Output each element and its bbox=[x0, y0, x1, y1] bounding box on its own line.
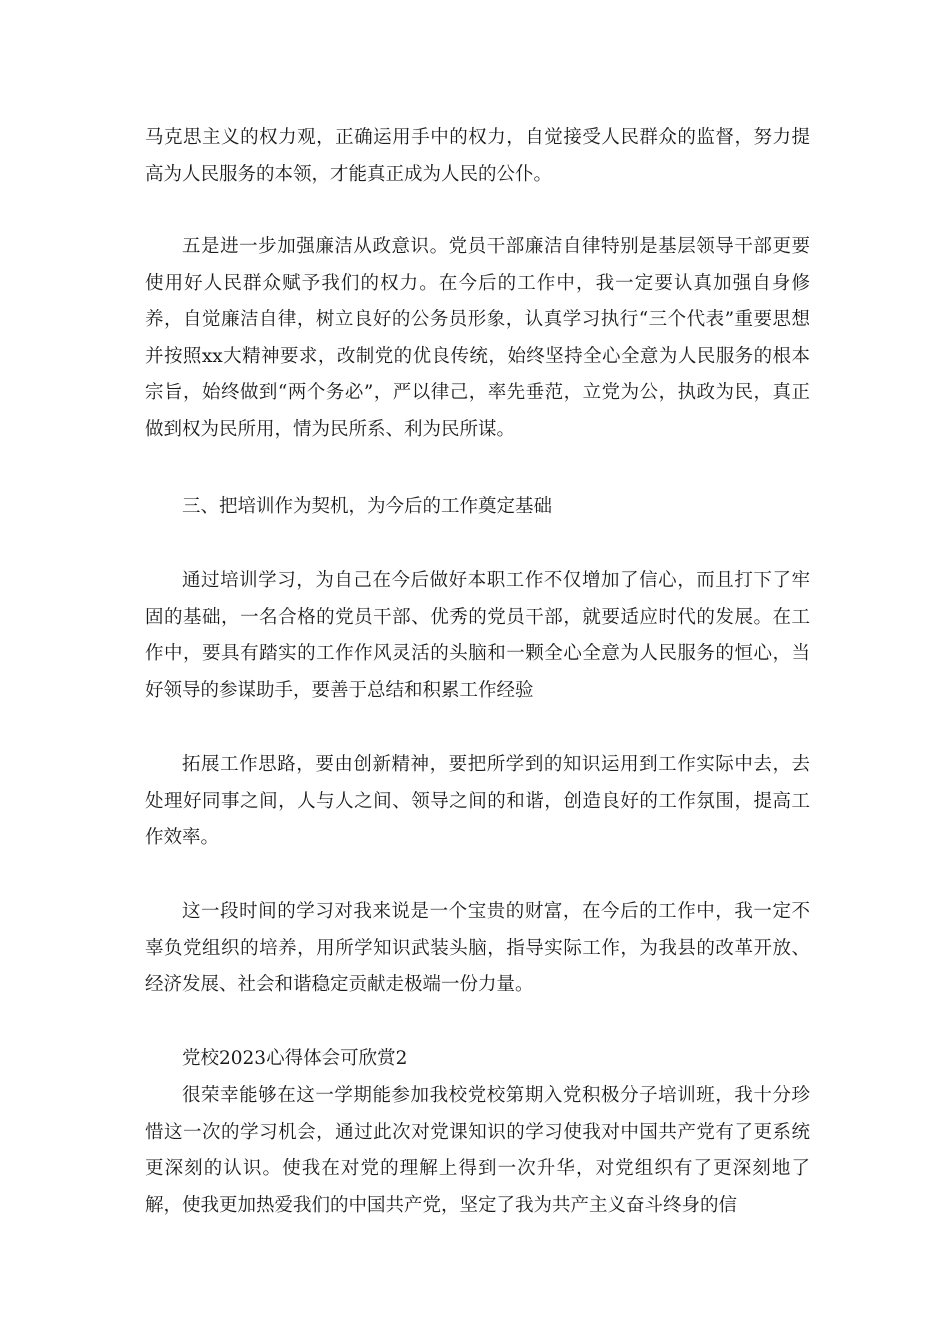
paragraph: 拓展工作思路，要由创新精神，要把所学到的知识运用到工作实际中去，去处理好同事之间，人与人之间、领导之间的和谐，创造良好的工作氛围，提高工作效率。 bbox=[145, 754, 810, 848]
paragraph: 这一段时间的学习对我来说是一个宝贵的财富，在今后的工作中，我一定不辜负党组织的培养，用所学知识武装头脑，指导实际工作，为我县的改革开放、经济发展、社会和谐稳定贡献走极端一份力量。 bbox=[145, 901, 810, 995]
paragraph: 通过培训学习，为自己在今后做好本职工作不仅增加了信心，而且打下了牢固的基础，一名合格的党员干部、优秀的党员干部，就要适应时代的发展。在工作中，要具有踏实的工作作风灵活的头脑和一颗全心全意为人民服务的恒心，当好领导的参谋助手，要善于总结和积累工作经验 bbox=[145, 570, 810, 701]
article-title: 党校2023心得体会可欣赏2 bbox=[182, 1048, 408, 1069]
paragraph: 五是进一步加强廉洁从政意识。党员干部廉洁自律特别是基层领导干部更要使用好人民群众赋予我们的权力。在今后的工作中，我一定要认真加强自身修养，自觉廉洁自律，树立良好的公务员形象，认真学习执行“三个代表”重要思想并按照xx大精神要求，改制党的优良传统，始终坚持全心全意为人民服务的根本宗旨，始终做到“两个务必”，严以律己，率先垂范，立党为公，执政为民，真正做到权为民所用，情为民所系、利为民所谋。 bbox=[145, 236, 810, 440]
section-heading: 三、把培训作为契机，为今后的工作奠定基础 bbox=[182, 496, 553, 517]
paragraph: 很荣幸能够在这一学期能参加我校党校第期入党积极分子培训班，我十分珍惜这一次的学习机会，通过此次对党课知识的学习使我对中国共产党有了更系统更深刻的认识。使我在对党的理解上得到一次升华，对党组织有了更深刻地了解，使我更加热爱我们的中国共产党，坚定了我为共产主义奋斗终身的信 bbox=[145, 1085, 810, 1216]
paragraph: 马克思主义的权力观，正确运用手中的权力，自觉接受人民群众的监督，努力提高为人民服务的本领，才能真正成为人民的公仆。 bbox=[145, 127, 810, 185]
